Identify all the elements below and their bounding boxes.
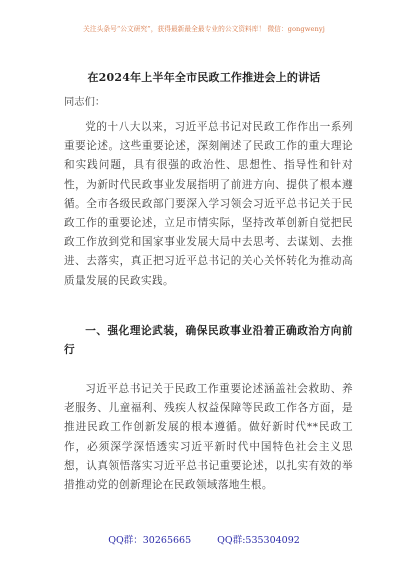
footer-qq-group-left: QQ群：30265665 — [108, 535, 192, 546]
section-heading-1: 一、强化理论武装，确保民政事业沿着正确政治方向前行 — [64, 325, 353, 357]
salutation: 同志们： — [64, 96, 106, 108]
footer-qq-group-right: QQ群:535304092 — [217, 535, 300, 546]
header-banner: 关注头条号“公文研究”，获得最新最全最专业的公文资料库！ 微信：gongwenyj — [83, 25, 325, 33]
body-paragraph-2: 习近平总书记关于民政工作重要论述涵盖社会救助、养老服务、儿童福利、残疾人权益保障等民政工作各方面，是推进民政工作创新发展的根本遵循。做好新时代**民政工作，必须深学深悟透实习近平新时代中国特色社会主义思想，认真领悟落实习近平总书记重要论述，以扎实有效的举措推动党的创新理论在民政领域落地生根。 — [64, 383, 353, 492]
footer-contact — [0, 535, 408, 547]
document-title: 在2024年上半年全市民政工作推进会上的讲话 — [87, 71, 321, 84]
body-paragraph-1: 党的十八大以来，习近平总书记对民政工作作出一系列重要论述。这些重要论述，深刻阐述了民政工作的重大理论和实践问题，具有很强的政治性、思想性、指导性和针对性，为新时代民政事业发展指明了前进方向、提供了根本遵循。全市各级民政部门要深入学习领会习近平总书记关于民政工作的重要论述，立足市情实际，坚持改革创新自觉把民政工作放到党和国家事业发展大局中去思考、去谋划、去推进、去落实，真正把习近平总书记的关心关怀转化为推动高质量发展的民政实践。 — [64, 121, 353, 287]
